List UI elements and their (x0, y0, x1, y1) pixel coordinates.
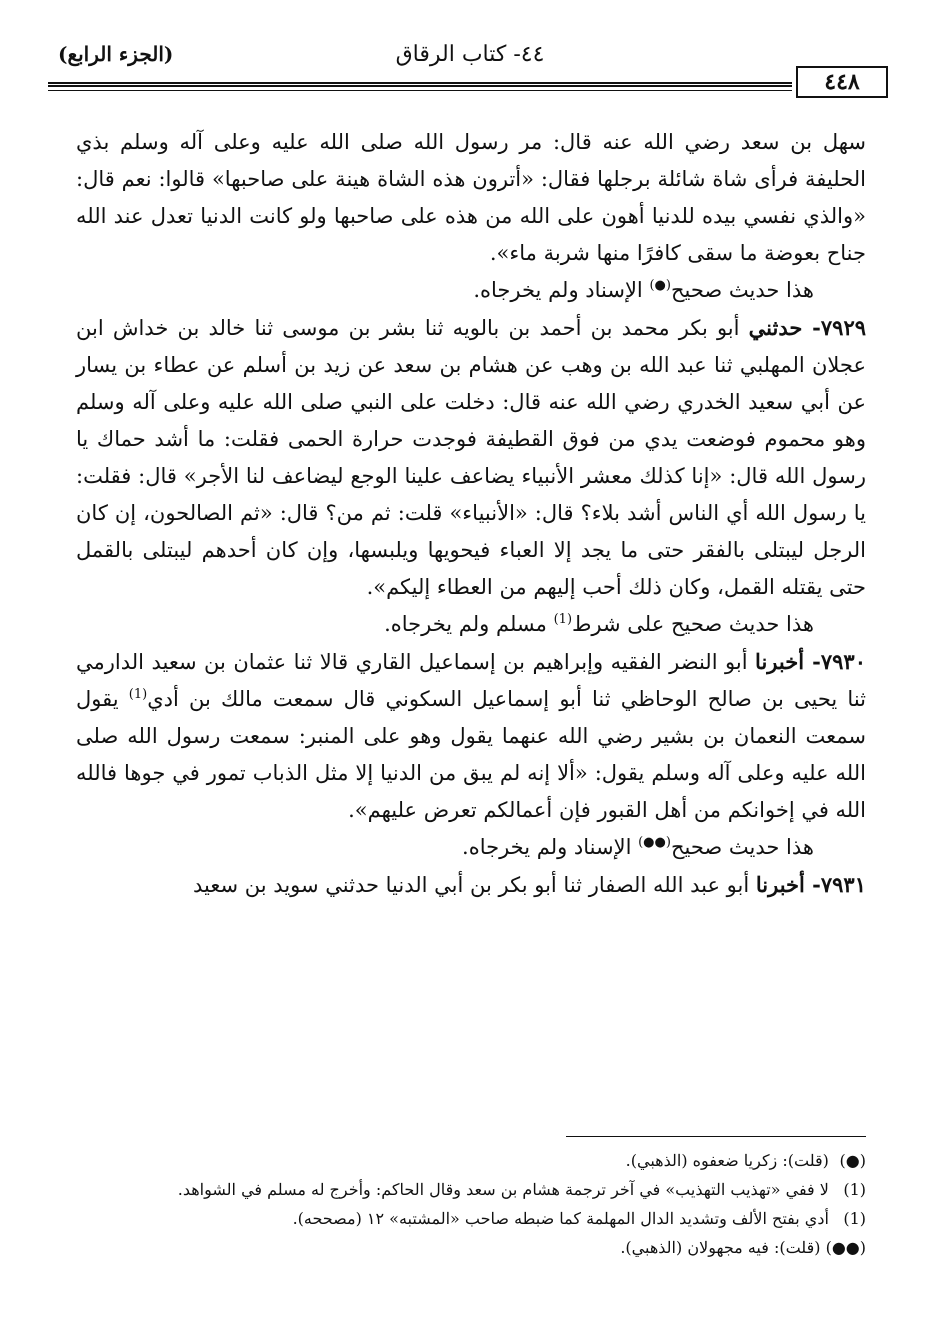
hadith-7930 (76, 643, 866, 829)
chapter-title: ٤٤- كتاب الرقاق (395, 42, 545, 67)
page-number: ٤٤٨ (796, 66, 888, 98)
footnote-text: (قلت): فيه مجهولان (الذهبي). (620, 1238, 821, 1257)
hadith-7931 (76, 866, 866, 904)
grading-paragraph-1 (76, 272, 866, 309)
hadith-number: ٧٩٢٩- حدثني (748, 315, 867, 340)
hadith-number: ٧٩٣٠- أخبرنا (755, 649, 866, 674)
footnote-separator (566, 1136, 866, 1137)
main-text (76, 124, 866, 904)
hadith-text: أبو عبد الله الصفار ثنا أبو بكر بن أبي الدنيا حدثني سويد بن سعيد (193, 873, 756, 897)
hadith-text: أبو بكر محمد بن أحمد بن بالويه ثنا بشر بن موسى ثنا خالد بن خداش ابن عجلان المهلبي ثنا عبد الله بن وهب عن هشام بن سعد عن زيد بن أسلم عن عطاء بن يسار عن أبي سعيد الخدري رضي الله عنه قال: دخلت على النبي صلى الله عليه وعلى آله وسلم وهو محموم فوضعت يدي من فوق القطيفة فوجدت حرارة الحمى فقلت: ما أشد حماك يا رسول الله قال: «إنا كذلك معشر الأنبياء يضاعف علينا الوجع ليضاعف لنا الأجر» قال: فقلت: يا رسول الله أي الناس أشد بلاء؟ قال: «الأنبياء» قلت: ثم من؟ قال: «ثم الصالحون، إن كان الرجل ليبتلى بالفقر حتى ما يجد إلا العباء فيحويها ويلبسها، وإن كان أحدهم ليبتلى بالقمل حتى يقتله القمل، وكان ذلك أحب إليهم من العطاء إليكم». (76, 316, 866, 599)
footnote-mark: (1) (843, 1209, 866, 1228)
page-header (48, 38, 892, 98)
footnote-text: لا ففي «تهذيب التهذيب» في آخر ترجمة هشام بن سعد وقال الحاكم: وأخرج له مسلم في الشواهد. (177, 1180, 829, 1199)
footnote-ref: (1) (553, 612, 573, 627)
header-rule (48, 82, 792, 87)
hadith-text-cont: يقول سمعت النعمان بن بشير رضي الله عنهما يقول وهو على المنبر: سمعت رسول الله صلى الله عليه وعلى آله وسلم يقول: «ألا إنه لم يبق من الدنيا إلا مثل الذباب تمور في جوها فالله الله في إخوانكم من أهل القبور فإن أعمالكم تعرض عليهم». (76, 687, 866, 822)
hadith-7929 (76, 309, 866, 606)
footnote (76, 1204, 866, 1233)
paragraph-hadith-cont: سهل بن سعد رضي الله عنه قال: مر رسول الله صلى الله عليه وعلى آله وسلم بذي الحليفة فرأى شاة شائلة برجلها فقال: «أترون هذه الشاة هينة على صاحبها» قالوا: نعم قال: «والذي نفسي بيده للدنيا أهون على الله من هذه على صاحبها ولو كانت الدنيا تعدل عند الله جناح بعوضة ما سقى كافرًا منها شربة ماء». (76, 130, 866, 265)
hadith-text: أبو النضر الفقيه وإبراهيم بن إسماعيل القاري قالا ثنا عثمان بن سعيد الدارمي ثنا يحيى بن صالح الوحاظي ثنا أبو إسماعيل السكوني قال سمعت مالك بن أدي (76, 650, 866, 711)
header-rule-thin (48, 90, 792, 91)
footnote (76, 1175, 866, 1204)
footnote-mark: (●) (839, 1151, 866, 1170)
grading-paragraph-2 (76, 606, 866, 643)
grading-text: هذا حديث صحيح (670, 835, 814, 859)
footnote-mark: (●●) (825, 1238, 866, 1257)
footnotes (76, 1146, 866, 1262)
volume-label: (الجزء الرابع) (58, 42, 174, 66)
grading-text: هذا حديث صحيح على شرط (572, 612, 814, 636)
hadith-number: ٧٩٣١- أخبرنا (755, 872, 866, 897)
footnote-text: (قلت): زكريا ضعفوه (الذهبي). (625, 1151, 829, 1170)
footnote-ref: (1) (128, 687, 148, 702)
footnote-text: أدي بفتح الألف وتشديد الدال المهلمة كما ضبطه صاحب «المشتبه» ١٢ (مصححه). (292, 1209, 829, 1228)
grading-paragraph-3 (76, 829, 866, 866)
footnote (76, 1233, 866, 1262)
grading-text-end: الإسناد ولم يخرجاه. (473, 278, 650, 302)
footnote-ref: (●●) (638, 835, 671, 850)
grading-text-end: مسلم ولم يخرجاه. (384, 612, 554, 636)
footnote-mark: (1) (843, 1180, 866, 1199)
grading-text-end: الإسناد ولم يخرجاه. (462, 835, 639, 859)
footnote-ref: (●) (649, 278, 671, 293)
grading-text: هذا حديث صحيح (670, 278, 814, 302)
footnote (76, 1146, 866, 1175)
